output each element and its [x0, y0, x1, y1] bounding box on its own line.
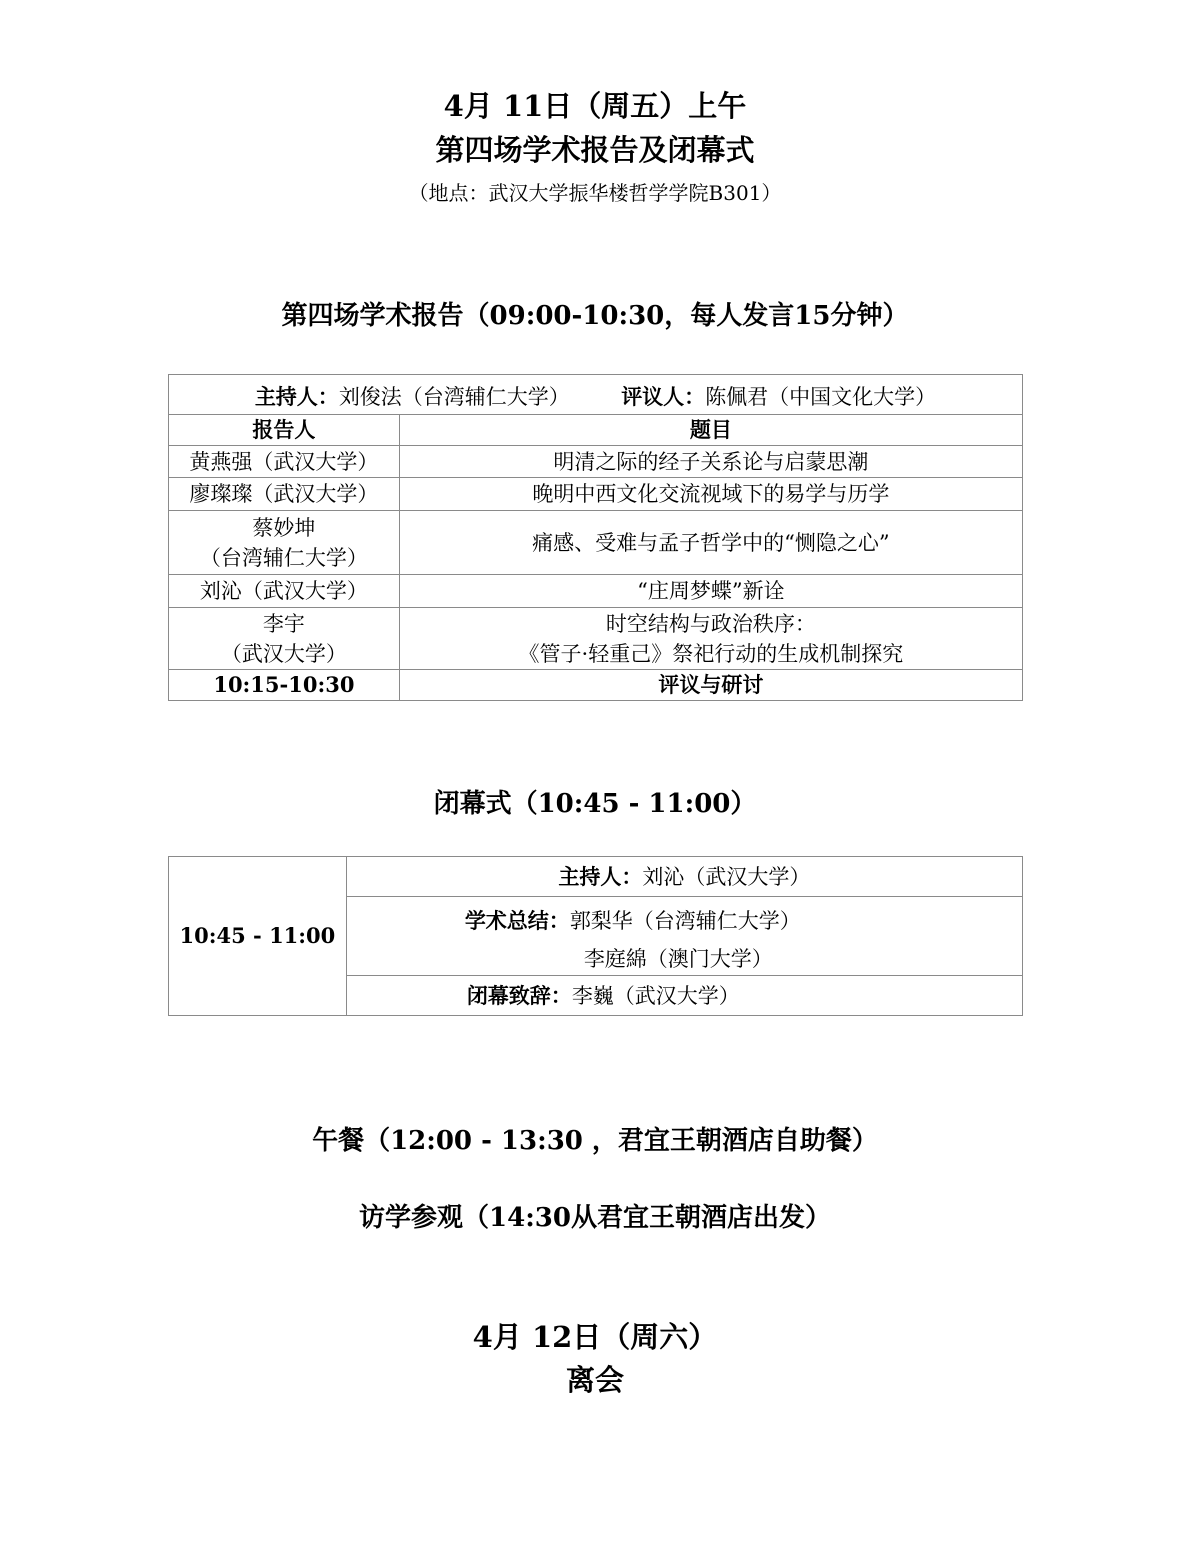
day1-date: 4月 11日（周五）上午: [443, 89, 747, 123]
topic-line: 时空结构与政治秩序：: [605, 611, 816, 636]
speaker-name: 李宇: [262, 611, 305, 636]
col-topic: 题目: [399, 415, 1022, 446]
visit: 访学参观（14:30从君宜王朝酒店出发）: [359, 1203, 831, 1233]
topic-cell: 明清之际的经子关系论与启蒙思潮: [399, 446, 1022, 478]
summary-name-2: 李庭綿（澳门大学）: [583, 947, 773, 971]
topic-cell: 痛感、受难与孟子哲学中的“恻隐之心”: [399, 511, 1022, 575]
session4-heading: 第四场学术报告（09:00-10:30，每人发言15分钟）: [281, 301, 909, 331]
table-row: [169, 478, 1023, 511]
closing-speech: [346, 976, 1022, 1016]
summary-label: 学术总结：: [464, 908, 570, 933]
speech-label: 闭幕致辞：: [466, 982, 572, 1008]
closing-table: [168, 856, 1023, 1016]
table-row: [169, 575, 1023, 608]
topic-cell: [399, 608, 1022, 670]
session4-table: [168, 374, 1023, 701]
table-row: [169, 608, 1023, 670]
discussion-row: [169, 670, 1023, 701]
reviewer-name: 陈佩君（中国文化大学）: [705, 385, 937, 409]
table-row: [169, 446, 1023, 478]
academic-summary: [346, 897, 1022, 976]
speaker-cell: 黄燕强（武汉大学）: [169, 446, 400, 478]
lunch: 午餐（12:00 - 13:30 ，君宜王朝酒店自助餐）: [312, 1126, 878, 1156]
chair-name: 刘俊法（台湾辅仁大学）: [338, 385, 570, 409]
table-row: [169, 511, 1023, 575]
topic-cell: “庄周梦蝶”新诠: [399, 575, 1022, 608]
speaker-affiliation: （台湾辅仁大学）: [199, 545, 368, 570]
speaker-cell: [169, 511, 400, 575]
speech-name: 李巍（武汉大学）: [571, 983, 740, 1008]
summary-name-1: 郭梨华（台湾辅仁大学）: [569, 909, 801, 933]
speaker-cell: [169, 608, 400, 670]
topic-cell: 晚明中西文化交流视域下的易学与历学: [399, 478, 1022, 511]
speaker-cell: 廖璨璨（武汉大学）: [169, 478, 400, 511]
closing-heading: 闭幕式（10:45 - 11:00）: [433, 789, 757, 819]
table-header: [169, 415, 1023, 446]
location: （地点：武汉大学振华楼哲学学院B301）: [408, 181, 782, 205]
host-label: 主持人：: [558, 863, 643, 889]
closing-time: 10:45 - 11:00: [169, 857, 347, 1016]
col-speaker: 报告人: [169, 415, 400, 446]
speaker-name: 蔡妙坤: [252, 515, 316, 540]
closing-host: [346, 857, 1022, 897]
day2-date: 4月 12日（周六）: [472, 1320, 718, 1354]
chair-row: [169, 375, 1023, 415]
day1-title: 第四场学术报告及闭幕式: [435, 133, 755, 167]
chair-label: 主持人：: [254, 384, 339, 409]
reviewer-label: 评议人：: [621, 384, 706, 409]
host-name: 刘沁（武汉大学）: [642, 864, 811, 889]
day2-event: 离会: [565, 1363, 624, 1397]
topic-line: 《管子·轻重己》祭祀行动的生成机制探究: [518, 641, 904, 666]
speaker-cell: 刘沁（武汉大学）: [169, 575, 400, 608]
discussion-label: 评议与研讨: [399, 670, 1022, 701]
speaker-affiliation: （武汉大学）: [220, 641, 347, 666]
discussion-time: 10:15-10:30: [169, 670, 400, 701]
